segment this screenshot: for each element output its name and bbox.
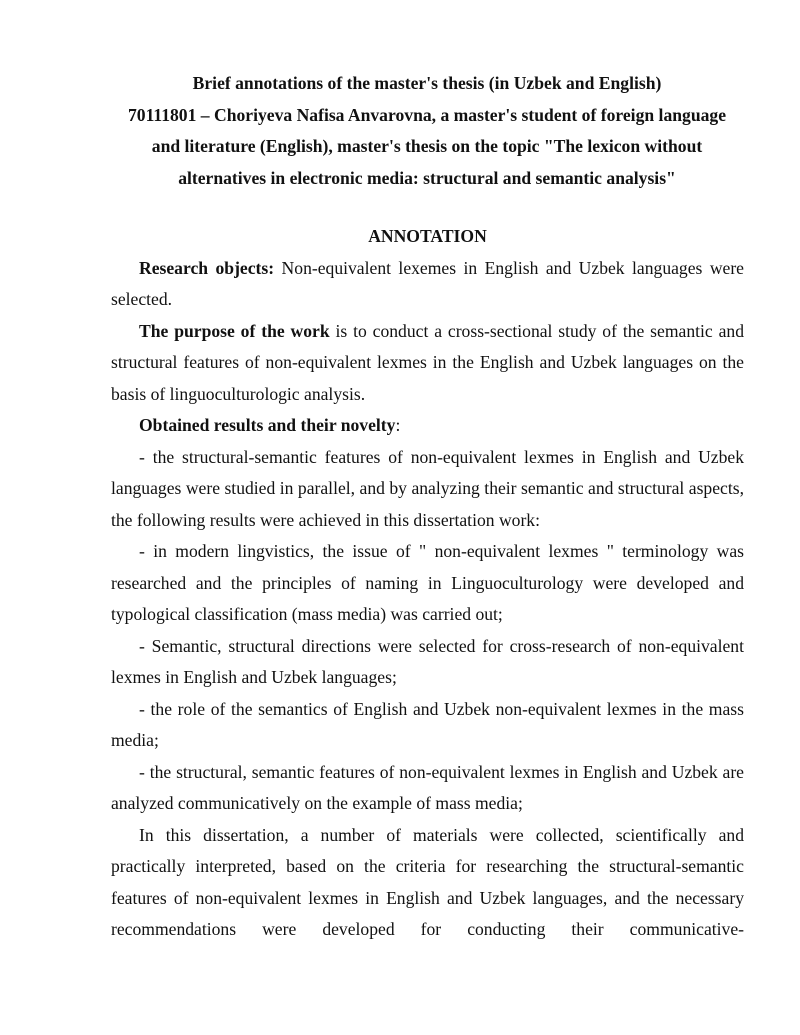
thesis-title — [107, 68, 747, 194]
conclusion-paragraph: In this dissertation, a number of materials were collected, scientifically and practically interpreted, based on the criteria for researching the structural-semantic features of non-equivalent lexmes in English and Uzbek languages, and the necessary recommendations were developed for conducting their communicative- — [111, 824, 744, 939]
result-item-2: - in modern lingvistics, the issue of " non-equivalent lexmes " terminology was researched and the principles of naming in Linguoculturology were developed and typological classification (mass media) was carried out; — [111, 541, 744, 624]
research-objects-label: Research objects: — [139, 257, 275, 278]
title-line-1: Brief annotations of the master's thesis (in Uzbek and English) — [192, 73, 662, 93]
results-suffix: : — [395, 415, 401, 435]
results-label: Obtained results and their novelty — [139, 415, 396, 435]
purpose-text: is to conduct a cross-sectional study of the semantic and structural features of non-equivalent lexmes in the English and Uzbek languages on the basis of linguoculturologic analysis. — [111, 320, 744, 404]
result-item-5: - the structural, semantic features of non-equivalent lexmes in English and Uzbek are analyzed communicatively on the example of mass media; — [111, 761, 744, 813]
result-item-1: - the structural-semantic features of non-equivalent lexmes in English and Uzbek languages were studied in parallel, and by analyzing their semantic and structural aspects, the following results were achieved in this dissertation work: — [111, 446, 744, 530]
result-item-3: - Semantic, structural directions were selected for cross-research of non-equivalent lexmes in English and Uzbek languages; — [111, 635, 744, 687]
section-heading: ANNOTATION — [368, 226, 487, 246]
title-line-2: 70111801 – Choriyeva Nafisa Anvarovna, a master's student of foreign language — [127, 104, 727, 125]
result-item-4: - the role of the semantics of English and Uzbek non-equivalent lexmes in the mass media; — [111, 698, 744, 750]
title-line-3: and literature (English), master's thesis on the topic "The lexicon without — [151, 136, 703, 156]
research-objects-text: Non-equivalent lexemes in English and Uzbek languages were selected. — [111, 257, 744, 309]
research-objects-paragraph — [111, 253, 744, 316]
results-paragraph — [111, 410, 744, 442]
purpose-paragraph — [111, 316, 744, 411]
purpose-label: The purpose of the work — [139, 320, 330, 341]
title-line-4: alternatives in electronic media: structural and semantic analysis" — [178, 167, 676, 188]
